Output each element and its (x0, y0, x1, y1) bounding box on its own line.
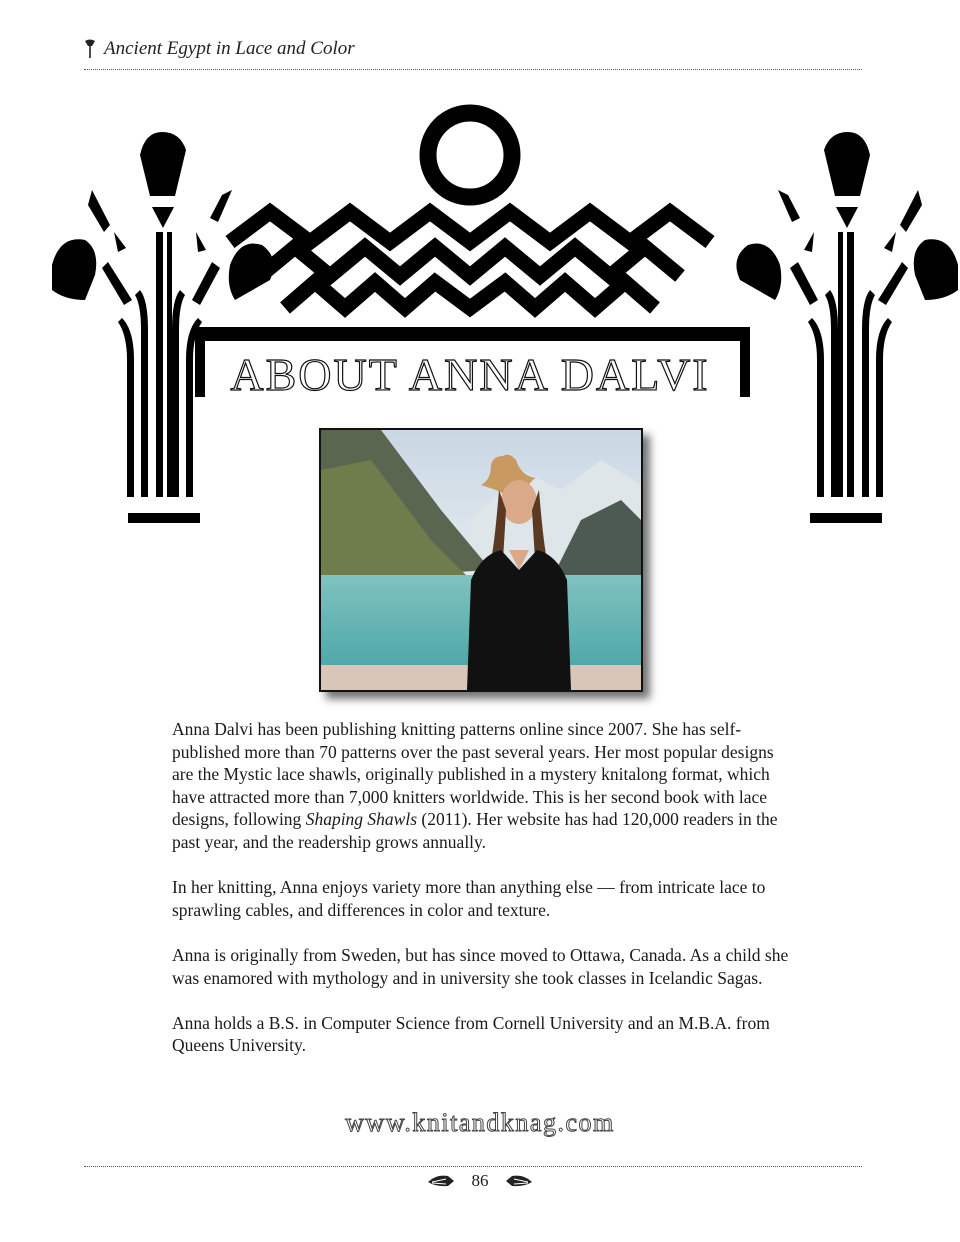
papyrus-column-right-icon (736, 132, 958, 523)
paragraph-knitting: In her knitting, Anna enjoys variety more than anything else — from intricate lace to sprawling cables, and differences in color and texture. (172, 877, 766, 920)
author-photo (319, 428, 643, 692)
paragraph-education: Anna holds a B.S. in Computer Science from Cornell University and an M.B.A. from Queens University. (172, 1012, 770, 1056)
book-title: Shaping Shawls (305, 809, 418, 830)
website-link[interactable]: www.knitandknag.com (345, 1108, 615, 1137)
biography-text (172, 718, 792, 1080)
page-title: ABOUT ANNA DALVI (230, 349, 710, 400)
sun-disc-icon (428, 113, 512, 197)
wing-left-icon (426, 1173, 456, 1189)
page-number: 86 (471, 1170, 489, 1190)
wing-right-icon (504, 1173, 534, 1189)
footer-divider (84, 1166, 862, 1167)
footer (0, 1170, 960, 1196)
zigzag-water-icon (230, 212, 710, 308)
paragraph-publishing: Anna Dalvi has been publishing knitting patterns online since 2007. She has self-published more than 70 patterns over the past several years. Her most popular designs are the Mystic lace shawls, originally published in a mystery knitalong format, which have attracted more than 7,000 knitters worldwide. This is her second book with lace designs, following Shaping Shawls (2011). Her website has had 120,000 readers in the past year, and the readership grows annually. (172, 719, 778, 852)
paragraph-origin: Anna is originally from Sweden, but has since moved to Ottawa, Canada. As a child she was enamored with mythology and in university she took classes in Icelandic Sagas. (172, 944, 789, 988)
lintel-bar (195, 327, 750, 341)
running-title: Ancient Egypt in Lace and Color (104, 38, 355, 59)
